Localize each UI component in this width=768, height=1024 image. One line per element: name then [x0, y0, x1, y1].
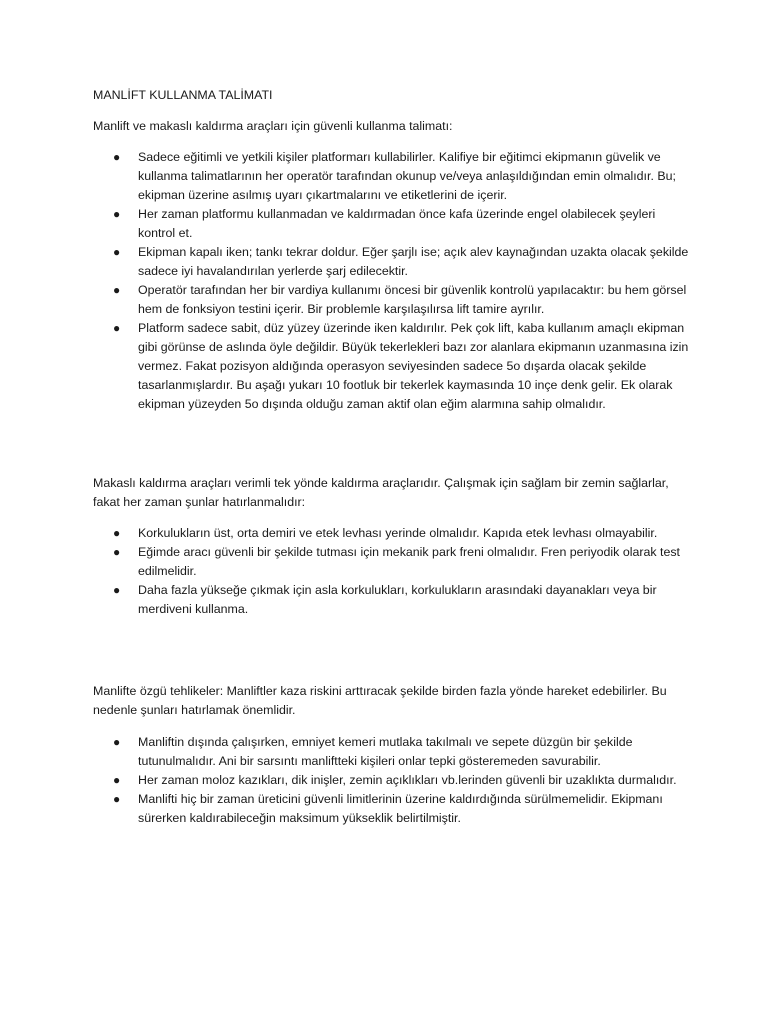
section-1-intro: Manlift ve makaslı kaldırma araçları için güvenli kullanma talimatı:: [93, 119, 453, 133]
document-title: MANLİFT KULLANMA TALİMATI: [93, 88, 273, 102]
bullet-icon: ●: [113, 245, 121, 259]
bullet-icon: ●: [113, 792, 121, 806]
list-item-text: Korkulukların üst, orta demiri ve etek levhası yerinde olmalıdır. Kapıda etek levhası olmayabilir.: [138, 526, 658, 540]
list-item: [93, 148, 693, 205]
list-item: [93, 319, 693, 414]
list-item-text: Ekipman kapalı iken; tankı tekrar doldur. Eğer şarjlı ise; açık alev kaynağından uzakta olacak şekilde sadece iyi havalandırılan yerlerde şarj edilecektir.: [138, 245, 689, 278]
bullet-icon: ●: [113, 773, 121, 787]
bullet-icon: ●: [113, 583, 121, 597]
list-item: [93, 790, 693, 828]
list-item: [93, 243, 693, 281]
bullet-icon: ●: [113, 526, 121, 540]
list-item-text: Manlifti hiç bir zaman üreticini güvenli limitlerinin üzerine kaldırdığında sürülmemelidir. Ekipmanı sürerken kaldırabileceğin maksimum yükseklik belirtilmiştir.: [138, 792, 663, 825]
bullet-icon: ●: [113, 150, 121, 164]
bullet-icon: ●: [113, 735, 121, 749]
list-item: [93, 205, 693, 243]
list-item-text: Operatör tarafından her bir vardiya kullanımı öncesi bir güvenlik kontrolü yapılacaktır: bu hem görsel hem de fonksiyon testini içerir. Bir problemle karşılaşılırsa lift tamire ayrılır.: [138, 283, 687, 316]
list-item-text: Manliftin dışında çalışırken, emniyet kemeri mutlaka takılmalı ve sepete düzgün bir şekilde tutunulmalıdır. Ani bir sarsıntı manliftteki kişileri onlar tepki gösteremeden savurabilir.: [138, 735, 633, 768]
list-item: [93, 281, 693, 319]
list-item-text: Sadece eğitimli ve yetkili kişiler platformarı kullabilirler. Kalifiye bir eğitimci ekipmanın güvelik ve kullanma talimatlarının her operatör tarafından okunup ve/veya anlaşıldığından emin olmalıdır. Bu; ekipman üzerine asılmış uyarı çıkartmalarını ve etiketlerini de içerir.: [138, 150, 676, 202]
section-2-intro: Makaslı kaldırma araçları verimli tek yönde kaldırma araçlarıdır. Çalışmak için sağlam bir zemin sağlarlar, fakat her zaman şunlar hatırlanmalıdır:: [93, 476, 669, 509]
list-item: [93, 543, 693, 581]
bullet-icon: ●: [113, 283, 121, 297]
section-3-intro: Manlifte özgü tehlikeler: Manliftler kaza riskini arttıracak şekilde birden fazla yönde hareket edebilirler. Bu nedenle şunları hatırlamak önemlidir.: [93, 684, 667, 717]
list-item: [93, 771, 693, 790]
bullet-icon: ●: [113, 321, 121, 335]
section-2-list: [93, 524, 693, 619]
list-item-text: Her zaman moloz kazıkları, dik inişler, zemin açıklıkları vb.lerinden güvenli bir uzaklıkta durmalıdır.: [138, 773, 677, 787]
section-3-list: [93, 733, 693, 828]
list-item-text: Platform sadece sabit, düz yüzey üzerinde iken kaldırılır. Pek çok lift, kaba kullanım amaçlı ekipman gibi görünse de aslında öyle değildir. Büyük tekerlekleri bazı zor alanlara ekipmanın uzanmasına izin vermez. Fakat pozisyon aldığında operasyon seviyesinden sadece 5o dışarda olacak şekilde tasarlanmışlardır. Bu aşağı yukarı 10 footluk bir tekerlek kaymasında 10 inçe denk gelir. Ek olarak ekipman yüzeyden 5o dışında olduğu zaman aktif olan eğim alarmına sahip olmalıdır.: [138, 321, 689, 411]
section-1-list: [93, 148, 693, 414]
list-item-text: Her zaman platformu kullanmadan ve kaldırmadan önce kafa üzerinde engel olabilecek şeyleri kontrol et.: [138, 207, 656, 240]
list-item: [93, 581, 693, 619]
bullet-icon: ●: [113, 207, 121, 221]
list-item-text: Daha fazla yükseğe çıkmak için asla korkulukları, korkulukların arasındaki dayanakları veya bir merdiveni kullanma.: [138, 583, 657, 616]
bullet-icon: ●: [113, 545, 121, 559]
list-item: [93, 524, 693, 543]
list-item: [93, 733, 693, 771]
list-item-text: Eğimde aracı güvenli bir şekilde tutması için mekanik park freni olmalıdır. Fren periyodik olarak test edilmelidir.: [138, 545, 680, 578]
